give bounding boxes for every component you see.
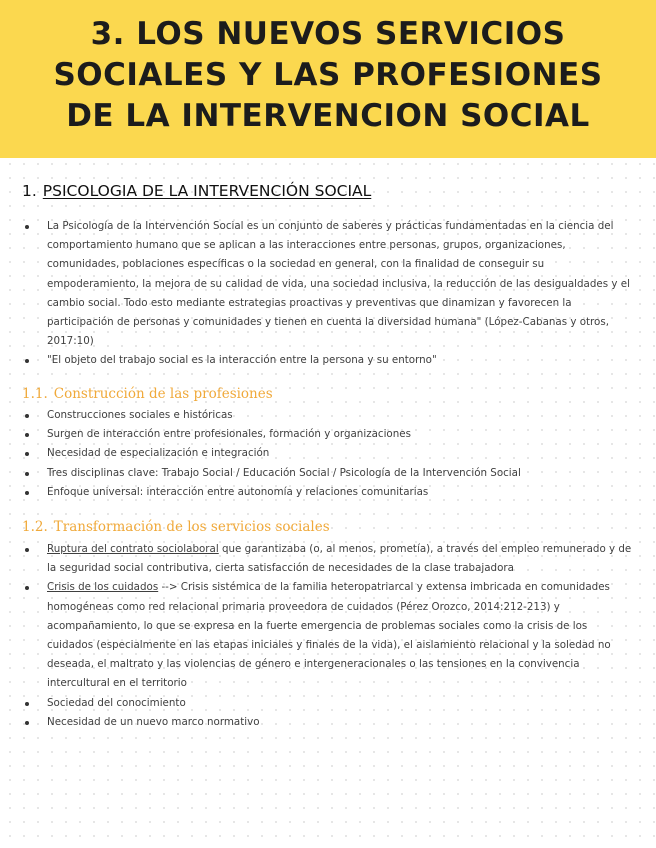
- contract-rupture-text: que garantizaba (o, al menos, prometía), a través del empleo remunerado y de la seguridad social contributiva, cierta satisfacción de necesidades de la clase trabajadora: [47, 543, 632, 575]
- title-line-1: 3. LOS NUEVOS SERVICIOS: [90, 16, 566, 52]
- care-crisis-term: Crisis de los cuidados: [47, 581, 159, 594]
- section-1-number: 1.: [22, 182, 37, 200]
- list-item: Enfoque universal: interacción entre autonomía y relaciones comunitarias: [22, 483, 634, 502]
- list-item: Necesidad de especialización e integración: [22, 444, 634, 463]
- list-item: Sociedad del conocimiento: [22, 694, 634, 713]
- list-item: La Psicología de la Intervención Social es un conjunto de saberes y prácticas fundamentadas en la ciencia del comportamiento humano que se aplican a las interacciones entre personas, grupos, organizaciones, comunidades, poblaciones específicas o la sociedad en general, con la finalidad de conseguir su empoderamiento, la mejora de su calidad de vida, una sociedad inclusiva, la reducción de las desigualdades y el cambio social. Todo esto mediante estrategias proactivas y preventivas que dinamizan y favorecen la participación de personas y comunidades y tienen en cuenta la diversidad humana" (López-Cabanas y otros, 2017:10): [22, 217, 634, 351]
- section-1-bullets: [22, 217, 634, 371]
- section-1-2-title: Transformación de los servicios sociales: [53, 519, 330, 535]
- section-1-heading: [22, 182, 371, 200]
- section-1-1-number: 1.1.: [22, 386, 48, 402]
- list-item: [22, 578, 634, 693]
- contract-rupture-term: Ruptura del contrato sociolaboral: [47, 543, 219, 555]
- list-item: Construcciones sociales e históricas: [22, 406, 634, 425]
- care-crisis-text: --> Crisis sistémica de la familia heteropatriarcal y extensa imbricada en comunidades homogéneas como red relacional primaria proveedora de cuidados (Pérez Orozco, 2014:212-213) y acompañamiento, lo que se expresa en la fuerte emergencia de problemas sociales como la crisis de los cuidados (especialmente en las etapas iniciales y finales de la vida), el aislamiento relacional y la soledad no deseada, el maltrato y las violencias de género e intergeneracionales o las tensiones en la convivencia intercultural en el territorio: [47, 581, 611, 690]
- section-1-1-bullets: [22, 406, 634, 502]
- section-1-1-heading: [22, 386, 273, 402]
- section-1-2-heading: [22, 519, 330, 535]
- list-item: "El objeto del trabajo social es la interacción entre la persona y su entorno": [22, 351, 634, 370]
- section-1-2-bullets: [22, 540, 634, 732]
- page-title: [0, 0, 656, 137]
- section-1-2-number: 1.2.: [22, 519, 48, 535]
- list-item: [22, 540, 634, 578]
- section-1-title: PSICOLOGIA DE LA INTERVENCIÓN SOCIAL: [42, 182, 372, 200]
- section-1-1-title: Construcción de las profesiones: [53, 386, 273, 402]
- title-banner: [0, 0, 656, 158]
- list-item: Surgen de interacción entre profesionales, formación y organizaciones: [22, 425, 634, 444]
- list-item: Tres disciplinas clave: Trabajo Social / Educación Social / Psicología de la Intervención Social: [22, 464, 634, 483]
- title-line-3: DE LA INTERVENCION SOCIAL: [66, 98, 590, 134]
- title-line-2: SOCIALES Y LAS PROFESIONES: [53, 57, 603, 93]
- list-item: Necesidad de un nuevo marco normativo: [22, 713, 634, 732]
